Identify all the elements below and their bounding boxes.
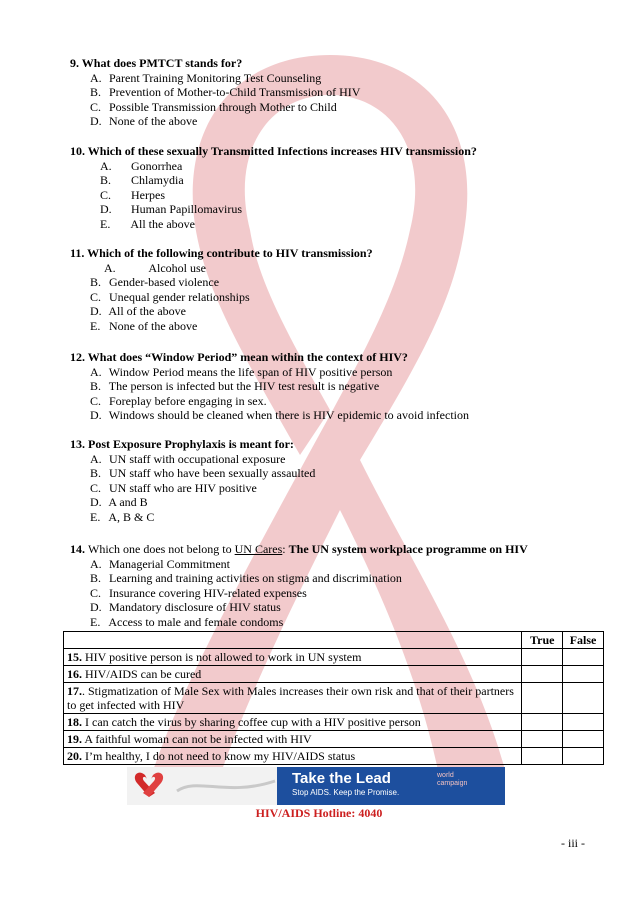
answer-option: C. Unequal gender relationships: [90, 289, 250, 304]
question-12: [70, 350, 590, 423]
answer-option: B. Gender-based violence: [90, 275, 220, 290]
question-13: [70, 437, 590, 525]
statement-cell: 17.. Stigmatization of Male Sex with Males increases their own risk and that of their partners to get infected with HIV: [64, 683, 522, 714]
banner-title: Take the Lead: [292, 770, 391, 787]
true-answer-cell[interactable]: [522, 731, 563, 748]
answer-option: C. Possible Transmission through Mother to Child: [90, 99, 337, 114]
false-answer-cell[interactable]: [563, 731, 604, 748]
answer-option: D. Mandatory disclosure of HIV status: [90, 600, 281, 615]
statement-cell: 19. A faithful woman can not be infected with HIV: [64, 731, 522, 748]
false-answer-cell[interactable]: [563, 666, 604, 683]
table-row: [64, 731, 604, 748]
true-answer-cell[interactable]: [522, 649, 563, 666]
question-9: [70, 56, 590, 129]
false-answer-cell[interactable]: [563, 649, 604, 666]
take-the-lead-banner: [127, 767, 505, 805]
page-number: - iii -: [561, 836, 585, 850]
table-row: [64, 714, 604, 731]
answer-option: B. UN staff who have been sexually assaulted: [90, 466, 316, 481]
true-answer-cell[interactable]: [522, 683, 563, 714]
question-title: 13. Post Exposure Prophylaxis is meant for:: [70, 437, 294, 451]
banner-graphic: [127, 767, 277, 805]
answer-option: C. Insurance covering HIV-related expenses: [90, 585, 307, 600]
answer-option: A. Managerial Commitment: [90, 556, 230, 571]
answer-option: A. UN staff with occupational exposure: [90, 451, 286, 466]
false-column-header: False: [563, 632, 604, 649]
table-row: [64, 748, 604, 765]
answer-option: B. Learning and training activities on stigma and discrimination: [90, 571, 402, 586]
answer-option: B. The person is infected but the HIV test result is negative: [90, 379, 380, 394]
answer-option: D. A and B: [90, 495, 148, 510]
answer-option: D. Windows should be cleaned when there is HIV epidemic to avoid infection: [90, 408, 469, 423]
statement-cell: 16. HIV/AIDS can be cured: [64, 666, 522, 683]
answer-option: C. Foreplay before engaging in sex.: [90, 393, 267, 408]
true-answer-cell[interactable]: [522, 714, 563, 731]
statement-cell: 15. HIV positive person is not allowed to work in UN system: [64, 649, 522, 666]
question-title: 12. What does “Window Period” mean within the context of HIV?: [70, 350, 408, 364]
question-title: 11. Which of the following contribute to HIV transmission?: [70, 246, 373, 260]
answer-option: E. A, B & C: [90, 509, 155, 524]
question-10: [70, 144, 590, 232]
false-answer-cell[interactable]: [563, 683, 604, 714]
question-title: 10. Which of these sexually Transmitted Infections increases HIV transmission?: [70, 144, 477, 158]
true-answer-cell[interactable]: [522, 748, 563, 765]
ribbon-icon: [127, 767, 277, 805]
answer-option: D. All of the above: [90, 304, 186, 319]
false-answer-cell[interactable]: [563, 748, 604, 765]
answer-option: A. Alcohol use: [104, 260, 206, 275]
question-title: 9. What does PMTCT stands for?: [70, 56, 243, 70]
answer-option: C. Herpes: [100, 187, 165, 202]
answer-option: B. Prevention of Mother-to-Child Transmission of HIV: [90, 85, 361, 100]
answer-option: E. None of the above: [90, 318, 198, 333]
true-false-table: [63, 631, 604, 765]
table-row: [64, 649, 604, 666]
true-column-header: True: [522, 632, 563, 649]
answer-option: A. Parent Training Monitoring Test Counseling: [90, 70, 322, 85]
question-11: [70, 246, 590, 334]
false-answer-cell[interactable]: [563, 714, 604, 731]
banner-subtitle: Stop AIDS. Keep the Promise.: [292, 788, 400, 797]
answer-option: A. Window Period means the life span of HIV positive person: [90, 364, 393, 379]
true-answer-cell[interactable]: [522, 666, 563, 683]
answer-option: D. None of the above: [90, 114, 198, 129]
answer-option: B. Chlamydia: [100, 173, 184, 188]
answer-option: E. All the above: [100, 216, 195, 231]
answer-option: E. Access to male and female condoms: [90, 614, 284, 629]
answer-option: D. Human Papillomavirus: [100, 202, 242, 217]
table-row: [64, 666, 604, 683]
question-14: [70, 542, 590, 630]
answer-option: A. Gonorrhea: [100, 158, 183, 173]
answer-option: C. UN staff who are HIV positive: [90, 480, 257, 495]
table-header-row: [64, 632, 604, 649]
statement-cell: 20. I’m healthy, I do not need to know my HIV/AIDS status: [64, 748, 522, 765]
hotline-text: HIV/AIDS Hotline: 4040: [255, 806, 383, 820]
question-title: 14. Which one does not belong to UN Cares: The UN system workplace programme on HIV: [70, 542, 528, 556]
statement-cell: 18. I can catch the virus by sharing coffee cup with a HIV positive person: [64, 714, 522, 731]
world-campaign-logo: world campaign: [437, 772, 468, 787]
table-row: [64, 683, 604, 714]
